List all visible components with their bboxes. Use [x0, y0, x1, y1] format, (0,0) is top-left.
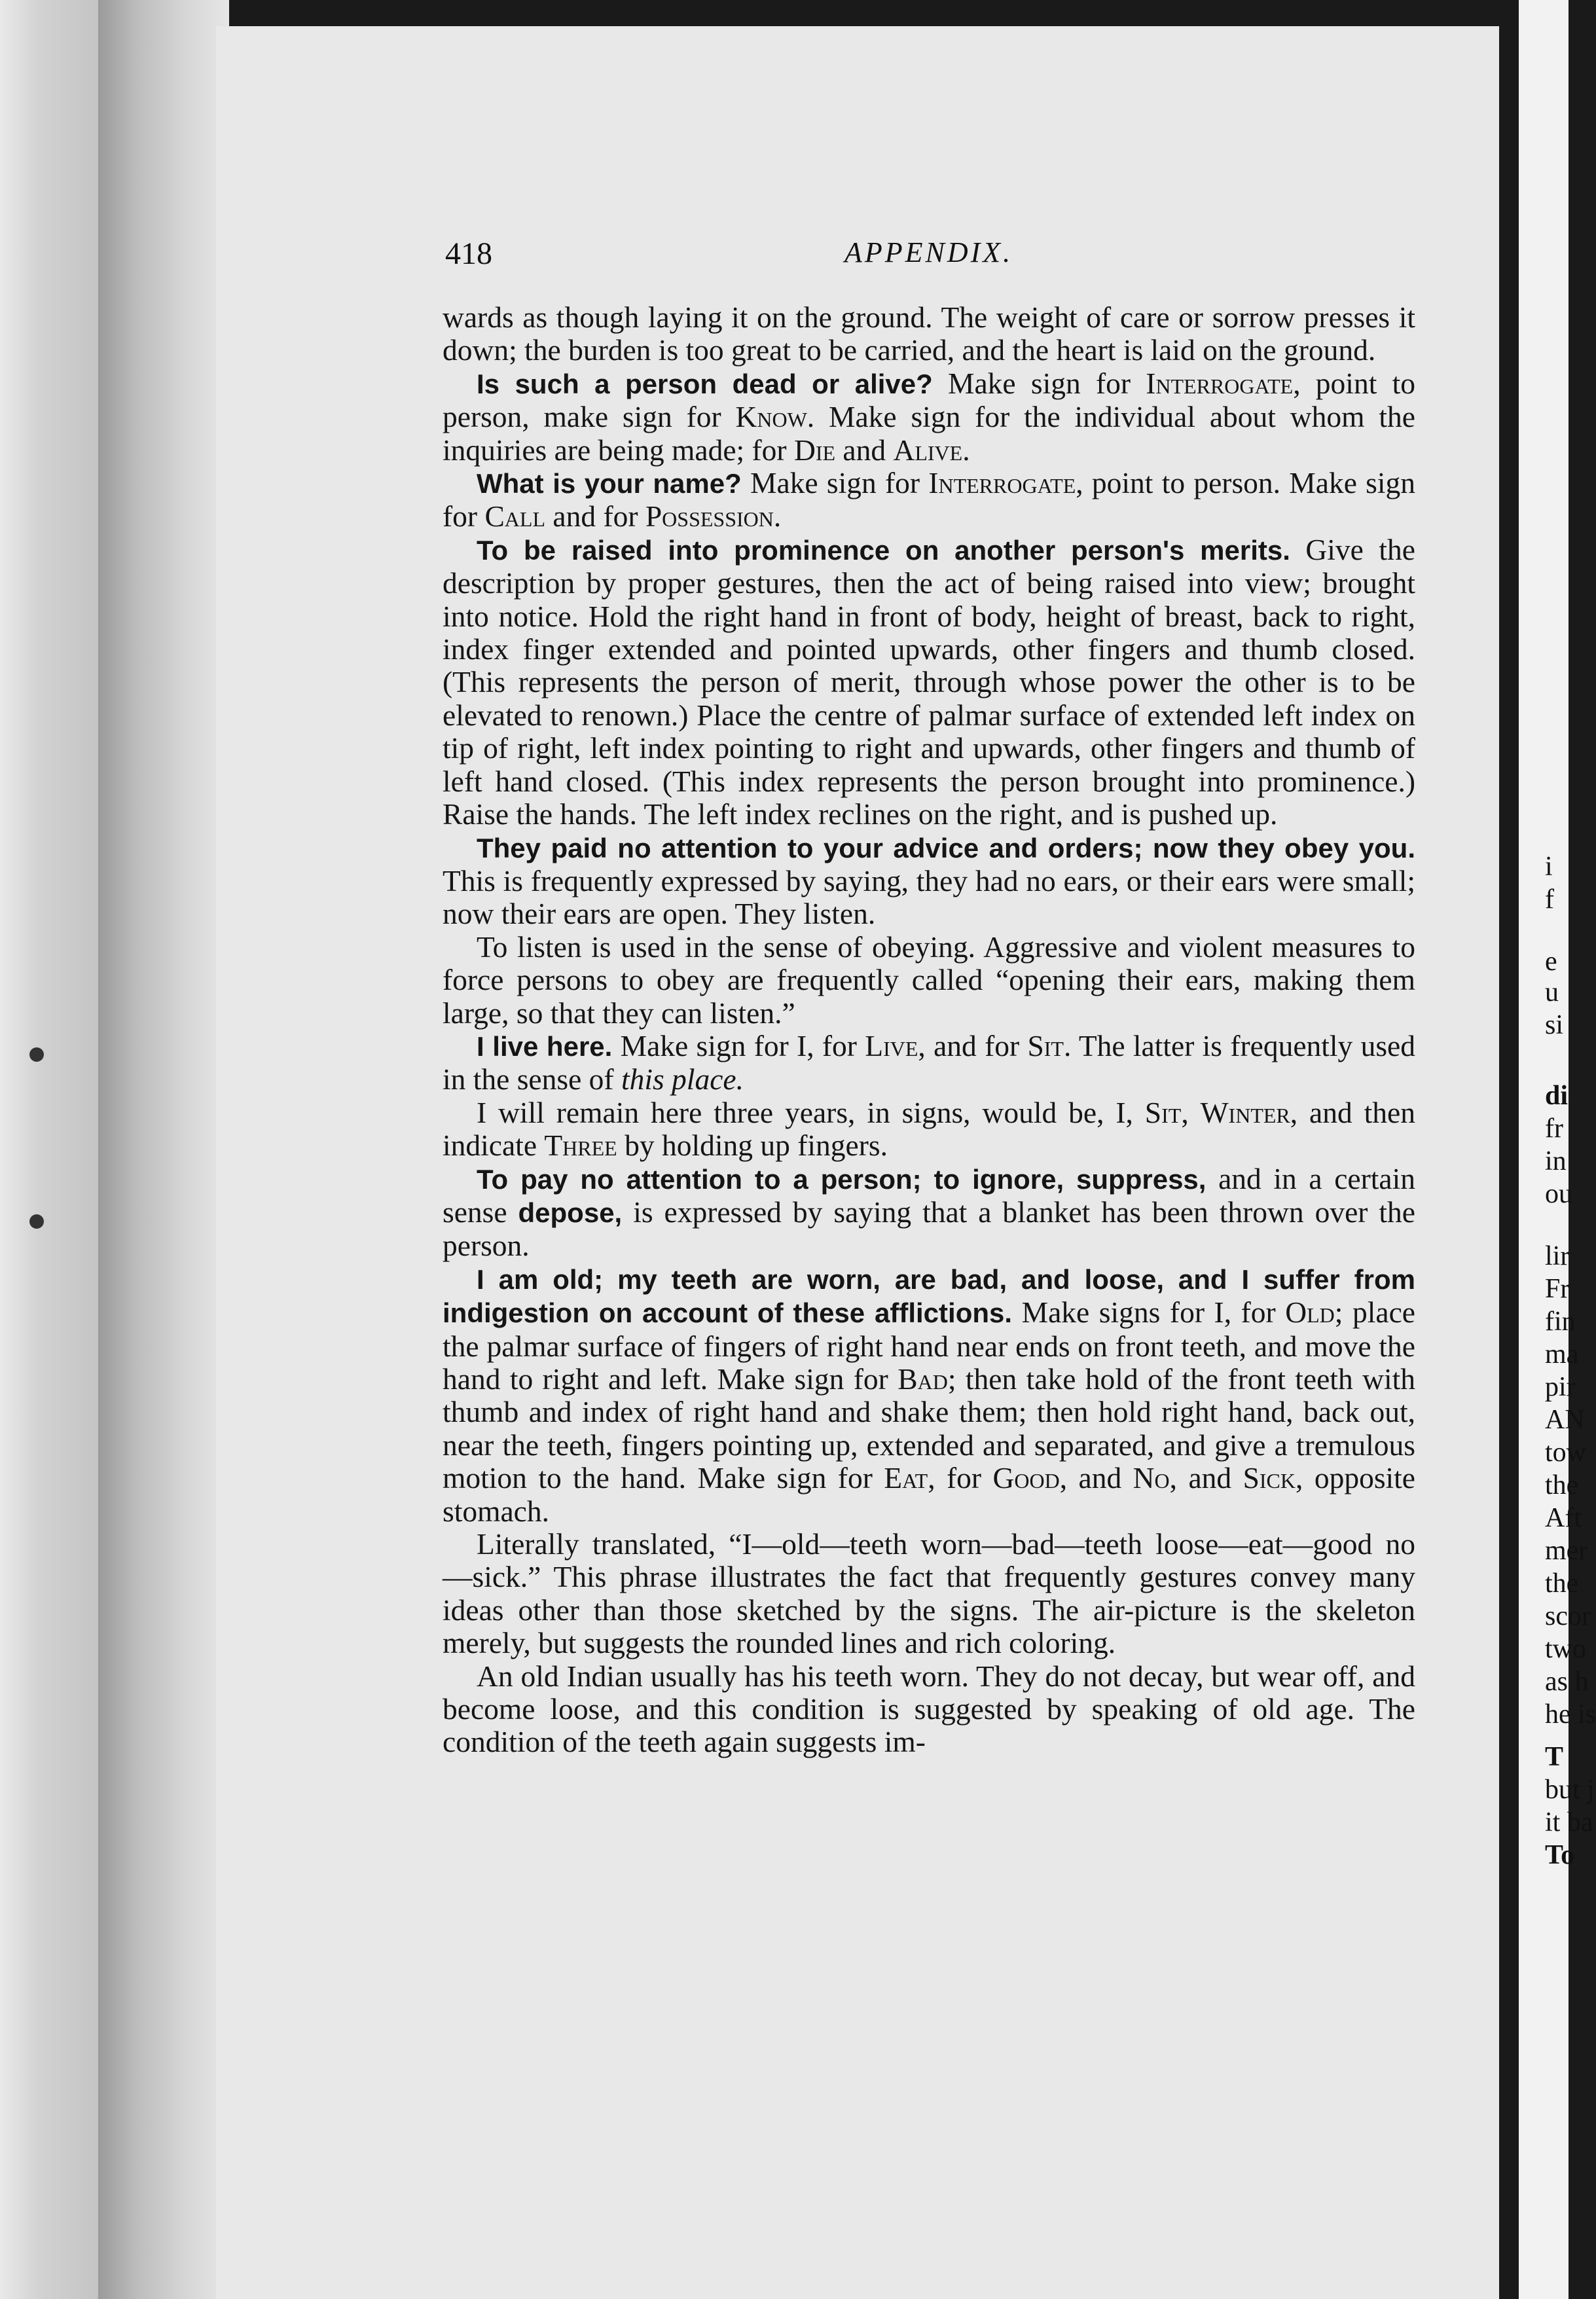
paragraph	[443, 1263, 1415, 1528]
facing-page-fragment: To	[1545, 1840, 1575, 1870]
text-run: To listen is used in the sense of obeying. Aggressive and violent measures to force persons to obey are frequently called “opening their ears, making them large, so that they can listen.”	[443, 930, 1415, 1030]
body-text	[443, 301, 1415, 1759]
sign-name: Eat	[884, 1461, 928, 1495]
paragraph	[443, 1030, 1415, 1096]
left-margin-strip	[0, 0, 98, 2299]
text-run: . The latter is frequently used in the sense of	[443, 1028, 1416, 1096]
sign-name: Good	[992, 1461, 1060, 1495]
text-run: ; place the palmar surface of fingers of right hand near ends on front teeth, and move the hand to right and left. Make sign for	[443, 1295, 1415, 1396]
text-run: Make signs for I, for	[1012, 1295, 1286, 1330]
entry-heading: I am old; my teeth are worn, are bad, and loose, and I suffer from indigestion on account of these afflictions.	[443, 1263, 1415, 1329]
sign-name: Three	[544, 1129, 617, 1163]
entry-heading: They paid no attention to your advice and orders; now they obey you.	[477, 832, 1415, 863]
sign-name: Sick	[1242, 1461, 1296, 1495]
entry-heading: What is your name?	[477, 468, 742, 499]
text-run: Give the description by proper gestures, then the act of being raised into view; brought into notice. Hold the right hand in front of body, height of breast, back to right, index finger extended and pointed upwards, other fingers and thumb closed. (This represents the person of merit, through whose power the other is to be elevated to renown.) Place the centre of palmar surface of extended left index on tip of right, left index pointing to right and upwards, other fingers and thumb of left hand closed. (This index represents the person brought into prominence.) Raise the hands. The left index reclines on the right, and is pushed up.	[443, 532, 1415, 831]
text-run: .	[962, 433, 970, 467]
text-run: wards as though laying it on the ground. The weight of care or sorrow presses it down; the burden is too great to be carried, and the heart is laid on the ground.	[443, 300, 1415, 367]
facing-page-fragment: the	[1545, 1470, 1579, 1500]
sign-name: Die	[793, 433, 836, 467]
text-run: , and for	[918, 1028, 1028, 1062]
paragraph	[443, 1660, 1415, 1759]
facing-page-fragment: ma	[1545, 1339, 1579, 1369]
facing-page-fragment: he is	[1545, 1699, 1596, 1729]
entry-heading: To be raised into prominence on another person's merits.	[477, 534, 1290, 566]
facing-page-fragment: but j	[1545, 1775, 1595, 1805]
sign-name: Old	[1285, 1295, 1335, 1330]
sign-name: Alive	[893, 433, 963, 467]
text-run: . Make sign for the individual about whom the inquiries are being made; for	[443, 400, 1415, 467]
facing-page-fragment: it ba	[1545, 1807, 1593, 1837]
text-run: An old Indian usually has his teeth worn. They do not decay, but wear off, and become loose, and this condition is suggested by speaking of old age. The condition of the teeth again suggests im-	[443, 1659, 1415, 1759]
facing-page-fragment: di	[1545, 1081, 1569, 1111]
text-run: This is frequently expressed by saying, they had no ears, or their ears were small; now their ears are open. They listen.	[443, 863, 1415, 931]
text-run: , for	[928, 1461, 993, 1495]
paragraph	[443, 1096, 1415, 1163]
text-run: Literally translated, “I—old—teeth worn—bad—teeth loose—eat—good no—sick.” This phrase illustrates the fact that frequently gestures convey many ideas other than those sketched by the signs. The air-picture is the skeleton merely, but suggests the rounded lines and rich coloring.	[443, 1527, 1415, 1660]
text-run: .	[773, 499, 782, 534]
sign-name: Winter	[1200, 1095, 1290, 1129]
entry-heading: To pay no attention to a person; to ignore, suppress,	[477, 1163, 1206, 1195]
text-run: , point to person, make sign for	[443, 366, 1415, 434]
facing-page-fragment: lir	[1545, 1241, 1570, 1271]
sign-name: Sit	[1027, 1028, 1064, 1062]
text-run: , and then indicate	[443, 1095, 1415, 1163]
page-edge-shadow	[98, 0, 229, 2299]
paragraph	[443, 931, 1415, 1030]
facing-page-fragment: Fr	[1545, 1274, 1570, 1304]
sign-name: Sit	[1144, 1095, 1182, 1129]
running-head: APPENDIX.	[844, 236, 1013, 268]
binding-hole	[29, 1214, 44, 1229]
sign-name: Call	[484, 499, 545, 534]
text-run: Make sign for I, for	[612, 1028, 865, 1062]
text-run: I will remain here three years, in signs, would be, I,	[477, 1095, 1145, 1129]
facing-page-fragment: i	[1545, 852, 1553, 882]
text-run: and in a certain sense	[443, 1161, 1415, 1229]
facing-page-fragment: e	[1545, 947, 1557, 977]
text-run: is expressed by saying that a blanket has been thrown over the person.	[443, 1195, 1415, 1263]
sign-name: Interrogate	[1146, 366, 1294, 400]
text-run: ; then take hold of the front teeth with thumb and index of right hand and shake them; then hold right hand, back out, near the teeth, fingers pointing up, extended and separated, and give a tremulous motion to the hand. Make sign for	[443, 1362, 1415, 1495]
paragraph	[443, 534, 1415, 831]
text-run: by holding up fingers.	[617, 1129, 888, 1163]
text-run: , and	[1169, 1461, 1243, 1495]
facing-page-fragment: AN	[1545, 1405, 1585, 1435]
facing-page-fragment: si	[1545, 1010, 1564, 1040]
text-run: and	[835, 433, 894, 467]
paragraph	[443, 467, 1415, 534]
paragraph	[443, 301, 1415, 367]
page-number: 418	[445, 236, 492, 271]
facing-page-fragment: Aft	[1545, 1503, 1582, 1533]
entry-heading: Is such a person dead or alive?	[477, 368, 933, 399]
text-run: , point to person. Make sign for	[443, 466, 1416, 534]
facing-page-text-fragments	[1532, 0, 1596, 2299]
facing-page-fragment: ou	[1545, 1179, 1572, 1209]
sign-name: No	[1133, 1461, 1170, 1495]
facing-page-fragment: u	[1545, 977, 1559, 1007]
sign-name: Interrogate	[928, 466, 1076, 500]
facing-page-fragment: scor	[1545, 1601, 1591, 1631]
sign-name: Know	[735, 400, 807, 434]
facing-page-fragment: two	[1545, 1634, 1586, 1664]
binding-hole	[29, 1047, 44, 1062]
paragraph	[443, 1528, 1415, 1660]
sign-name: Bad	[898, 1362, 948, 1396]
facing-page-fragment: as h	[1545, 1667, 1589, 1697]
emphasis: this place.	[621, 1062, 744, 1096]
text-run: and for	[545, 499, 645, 534]
page-header	[445, 236, 1414, 281]
paragraph	[443, 831, 1415, 931]
facing-page-fragment: pir	[1545, 1372, 1576, 1402]
facing-page-fragment: fin	[1545, 1307, 1576, 1337]
facing-page-fragment: T	[1545, 1742, 1564, 1772]
text-run: , opposite stomach.	[443, 1461, 1415, 1528]
facing-page-fragment: f	[1545, 884, 1554, 914]
text-run: ,	[1181, 1095, 1201, 1129]
entry-heading: I live here.	[477, 1030, 613, 1062]
facing-page-fragment: tow	[1545, 1438, 1586, 1468]
text-run: Make sign for	[741, 466, 929, 500]
paragraph	[443, 1163, 1415, 1263]
text-run: , and	[1059, 1461, 1133, 1495]
sign-name: Live	[865, 1028, 918, 1062]
facing-page-fragment: in	[1545, 1146, 1567, 1176]
paragraph	[443, 367, 1415, 467]
facing-page-fragment: fr	[1545, 1113, 1563, 1144]
sign-name: Possession	[645, 499, 774, 534]
entry-heading: depose,	[518, 1197, 623, 1228]
facing-page-fragment: mer	[1545, 1536, 1588, 1566]
text-run: Make sign for	[932, 366, 1146, 400]
facing-page-fragment: the	[1545, 1568, 1579, 1599]
